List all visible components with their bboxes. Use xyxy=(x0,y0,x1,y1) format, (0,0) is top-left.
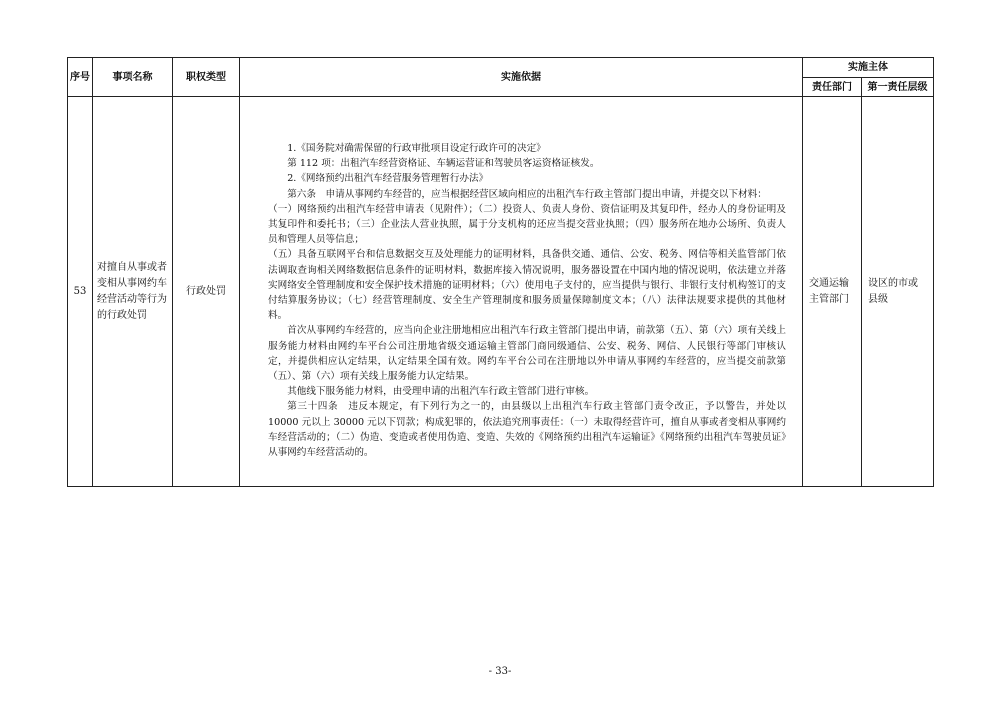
header-type: 职权类型 xyxy=(173,58,240,97)
basis-line: 第三十四条 违反本规定，有下列行为之一的，由县级以上出租汽车行政主管部门责令改正，予以警告，并处以 10000 元以上 30000 元以下罚款；构成犯罪的，依法追究刑事责任：（一）未取得经营许可，擅自从事或者变相从事网约车经营活动的；（二）伪造、变造或者使用伪造、变造、失效的《网络预约出租汽车运输证》《网络预约出租汽车驾驶员证》从事网约车经营活动的。 xyxy=(268,401,786,459)
row-power-type: 行政处罚 xyxy=(173,97,240,487)
row-responsible-dept: 交通运输主管部门 xyxy=(803,97,862,487)
row-seq: 53 xyxy=(68,97,93,487)
basis-line: 1.《国务院对确需保留的行政审批项目设定行政许可的决定》 xyxy=(287,143,546,154)
basis-line: 首次从事网约车经营的，应当向企业注册地相应出租汽车行政主管部门提出申请，前款第（五）、第（六）项有关线上服务能力材料由网约车平台公司注册地省级交通运输主管部门商同级通信、公安、税务、网信、人民银行等部门审核认定，并提供相应认定结果，认定结果全国有效。网约车平台公司在注册地以外申请从事网约车经营的，应当提交前款第（五）、第（六）项有关线上服务能力认定结果。 xyxy=(268,325,786,383)
basis-line: 其他线下服务能力材料，由受理申请的出租汽车行政主管部门进行审核。 xyxy=(287,386,595,398)
basis-line: 2.《网络预约出租汽车经营服务管理暂行办法》 xyxy=(287,173,489,185)
header-level: 第一责任层级 xyxy=(862,78,934,97)
row-legal-basis xyxy=(240,97,803,487)
basis-line: 第 112 项：出租汽车经营资格证、车辆运营证和驾驶员客运资格证核发。 xyxy=(287,158,600,170)
basis-line: 第六条 申请从事网约车经营的，应当根据经营区域向相应的出租汽车行政主管部门提出申请，并提交以下材料： xyxy=(287,188,767,200)
basis-line: （一）网络预约出租汽车经营申请表（见附件）；（二）投资人、负责人身份、资信证明及其复印件，经办人的身份证明及其复印件和委托书；（三）企业法人营业执照，属于分支机构的还应当提交营业执照；（四）服务所在地办公场所、负责人员和管理人员等信息； xyxy=(268,203,786,246)
header-name: 事项名称 xyxy=(93,58,173,97)
header-subject: 实施主体 xyxy=(803,58,934,78)
table-row xyxy=(68,97,934,487)
enforcement-table xyxy=(67,57,934,487)
header-basis: 实施依据 xyxy=(240,58,803,97)
row-responsibility-level: 设区的市或县级 xyxy=(862,97,934,487)
header-seq: 序号 xyxy=(68,58,93,97)
row-item-name: 对擅自从事或者变相从事网约车经营活动等行为的行政处罚 xyxy=(93,97,173,487)
page-number: - 33- xyxy=(488,666,512,677)
header-dept: 责任部门 xyxy=(803,78,862,97)
basis-line: （五）具备互联网平台和信息数据交互及处理能力的证明材料，具备供交通、通信、公安、税务、网信等相关监管部门依法调取查询相关网络数据信息条件的证明材料，数据库接入情况说明，服务器设置在中国内地的情况说明，依法建立并落实网络安全管理制度和安全保护技术措施的证明材料；（六）使用电子支付的，应当提供与银行、非银行支付机构签订的支付结算服务协议；（七）经营管理制度、安全生产管理制度和服务质量保障制度文本；（八）法律法规要求提供的其他材料。 xyxy=(268,249,786,322)
